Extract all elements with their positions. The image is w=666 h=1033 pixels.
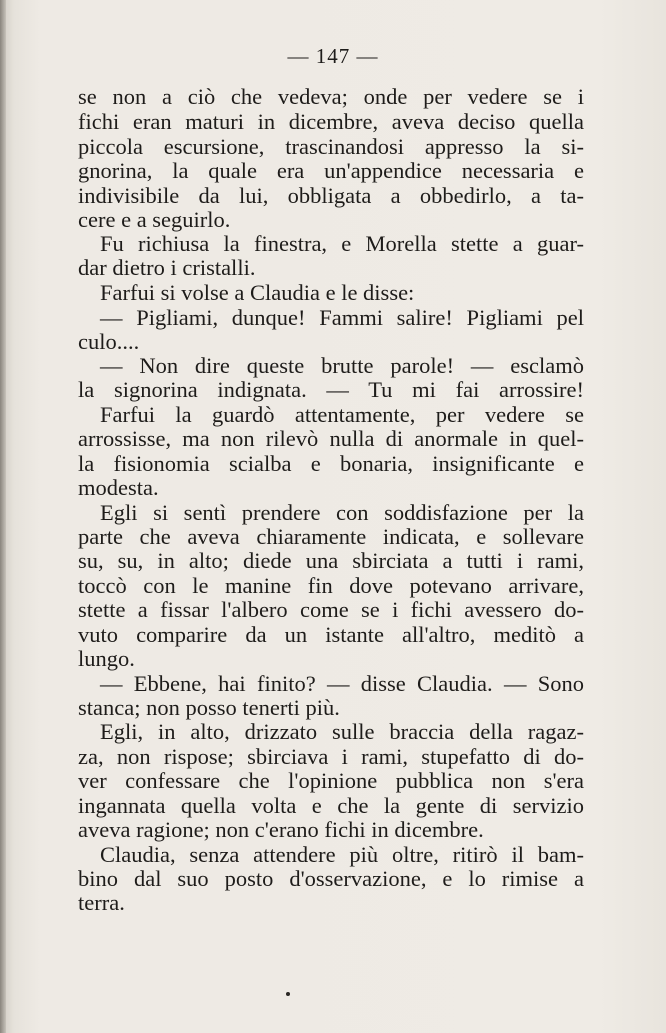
page-number: — 147 —	[287, 44, 379, 68]
text-line: stanca; non posso tenerti più.	[78, 695, 340, 720]
text-line: Claudia, senza attendere più oltre, ritirò il bam-	[100, 842, 584, 867]
text-line: Egli si sentì prendere con soddisfazione per la	[100, 500, 584, 525]
text-line: stette a fissar l'albero come se i fichi avessero do-	[78, 597, 584, 622]
text-line: vuto comparire da un istante all'altro, meditò a	[78, 622, 584, 647]
text-line: dar dietro i cristalli.	[78, 255, 256, 280]
text-line: lungo.	[78, 646, 135, 671]
text-line: bino dal suo posto d'osservazione, e lo rimise a	[78, 866, 584, 891]
text-line: — Non dire queste brutte parole! — esclamò	[100, 353, 584, 378]
text-line: — Ebbene, hai finito? — disse Claudia. — Sono	[100, 671, 584, 696]
text-line: indivisibile da lui, obbligata a obbedirlo, a ta-	[78, 183, 584, 208]
text-line: toccò con le manine fin dove potevano arrivare,	[78, 573, 584, 598]
text-line: ingannata quella volta e che la gente di servizio	[78, 793, 584, 818]
text-line: Egli, in alto, drizzato sulle braccia della ragaz-	[100, 719, 584, 744]
text-line: culo....	[78, 329, 140, 354]
text-line: arrossisse, ma non rilevò nulla di anormale in quel-	[78, 426, 584, 451]
text-line: Fu richiusa la finestra, e Morella stette a guar-	[100, 231, 584, 256]
text-line: za, non rispose; sbirciava i rami, stupefatto di do-	[78, 744, 584, 769]
text-line: parte che aveva chiaramente indicata, e sollevare	[78, 524, 584, 549]
text-line: modesta.	[78, 475, 159, 500]
text-line: se non a ciò che vedeva; onde per vedere se i	[78, 84, 584, 109]
text-line: aveva ragione; non c'erano fichi in dicembre.	[78, 817, 484, 842]
text-line: gnorina, la quale era un'appendice necessaria e	[78, 158, 584, 183]
text-line: Farfui si volse a Claudia e le disse:	[100, 280, 415, 305]
text-line: cere e a seguirlo.	[78, 207, 231, 232]
text-line: Farfui la guardò attentamente, per vedere se	[100, 402, 584, 427]
text-line: terra.	[78, 890, 125, 915]
text-line: la fisionomia scialba e bonaria, insignificante e	[78, 451, 584, 476]
page-binding-edge	[0, 0, 6, 1033]
text-line: fichi eran maturi in dicembre, aveva deciso quella	[78, 109, 584, 134]
text-line: la signorina indignata. — Tu mi fai arrossire!	[78, 377, 584, 402]
text-line: — Pigliami, dunque! Fammi salire! Pigliami pel	[100, 305, 584, 330]
text-line: piccola escursione, trascinandosi appresso la si-	[78, 134, 584, 159]
text-line: ver confessare che l'opinione pubblica non s'era	[78, 768, 584, 793]
text-line: su, su, in alto; diede una sbirciata a tutti i rami,	[78, 548, 584, 573]
ink-speck	[286, 992, 290, 996]
